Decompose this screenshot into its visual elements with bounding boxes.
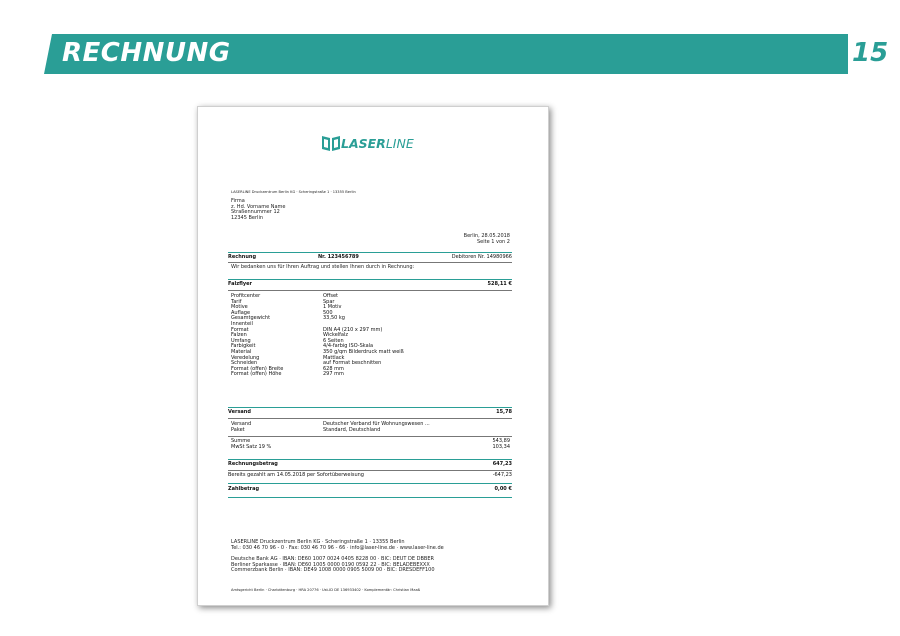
spec-label: Auflage [231,309,251,316]
divider [228,279,512,280]
spec-label: Profitcenter [231,293,261,299]
spec-value: Spar [323,298,335,305]
logo [321,132,414,154]
recipient-line: Firma [231,198,245,204]
spec-value: 350 g/qm Bilderdruck matt weiß [323,348,404,355]
footer-address: LASERLINE Druckzentrum Berlin KG · Scheringstraße 1 · 13355 Berlin [231,539,405,545]
footer-contact: Tel.: 030 46 70 96 - 0 · Fax: 030 46 70 96 - 66 · info@laser-line.de · www.laser-line.de [231,544,444,551]
thanks-text: Wir bedanken uns für Ihren Auftrag und stellen Ihnen durch in Rechnung: [231,264,415,270]
spec-label: Farbigkeit [231,343,256,350]
recipient-line: 12345 Berlin [231,214,264,221]
product-price: 528,11 € [487,281,512,287]
divider [228,483,512,484]
spec-value: 6 Seiten [323,337,344,344]
shipping-title: Versand [228,409,251,415]
logo-part-laser: LASER [341,135,386,151]
divider [228,459,512,460]
recipient-line: z. Hd. Vorname Name [231,203,286,210]
due-value: 0,00 € [494,486,512,492]
shipping-value: Deutscher Verband für Wohnungswesen ... [323,421,430,427]
spec-value: Mattlack [323,354,345,361]
invoice-document [197,106,549,606]
sum-value: 543,89 [492,438,510,444]
spec-value: 1 Motiv [323,304,342,311]
logo-part-line: LINE [385,135,414,151]
spec-value: 628 mm [323,365,344,372]
product-name: Falzflyer [228,281,252,287]
sum-label: Summe [231,438,251,444]
spec-label: Material [231,348,252,355]
page-info: Seite 1 von 2 [477,238,510,245]
total-value: 647,23 [492,461,512,467]
sum-label: MwSt Satz 19 % [231,443,272,450]
divider [228,470,512,471]
spec-value: Offset [323,293,339,299]
footer-bank: Berliner Sparkasse · IBAN: DE60 1005 0000 0190 0592 22 · BIC: BELADEBEXXX [231,561,430,568]
footer-legal: Amtsgericht Berlin · Charlottenburg · HRA 20776 · Ust-ID DE 136933402 · Komplementär: Christian Maaß [231,588,421,592]
shipping-label: Paket [231,426,245,433]
recipient-line: Straßennummer 12 [231,209,280,216]
divider [228,262,512,263]
sender-line: LASERLINE Druckzentrum Berlin KG · Scheringstraße 1 · 13355 Berlin [231,190,356,194]
book-logo-icon [321,133,341,153]
spec-label: Umfang [231,337,251,344]
spec-label: Gesamtgewicht [231,315,271,322]
shipping-price: 15,78 [496,409,512,415]
paid-label: Bereits gezahlt am 14.05.2018 per Sofortüberweisung [228,472,364,478]
spec-label: Motive [231,304,248,311]
spec-values [323,294,404,378]
spec-label: Falzen [231,332,247,339]
sum-labels [231,439,271,450]
page-number: 15 [852,38,889,68]
spec-label: Format [231,326,249,333]
total-label: Rechnungsbetrag [228,461,278,467]
footer-bank: Deutsche Bank AG · IBAN: DE60 1007 0024 0405 8228 00 · BIC: DEUT DE DBBER [231,556,434,562]
shipping-value: Standard, Deutschland [323,426,381,433]
spec-value: Wickelfalz [323,332,348,339]
invoice-number: Nr. 123456789 [318,254,359,260]
spec-value: DIN A4 (210 x 297 mm) [323,326,383,333]
spec-label: Format (offen) Breite [231,365,284,372]
customer-number: Debitoren Nr. 14980966 [451,254,512,260]
divider [228,418,512,419]
due-label: Zahlbetrag [228,486,260,492]
sum-values [493,439,511,450]
footer-bank: Commerzbank Berlin · IBAN: DE49 1008 0000 0905 5009 00 · BIC: DRESDEFF100 [231,567,435,574]
divider [228,497,512,498]
shipping-labels [231,422,251,433]
spec-label: Innenteil [231,320,253,327]
divider [228,407,512,408]
spec-label: Schneiden [231,360,258,367]
spec-label: Tarif [231,298,242,305]
page-title: RECHNUNG [62,38,231,68]
invoice-date: Berlin, 28.05.2018 [463,233,510,239]
shipping-label: Versand [231,421,252,427]
shipping-values [323,422,430,433]
spec-value: 4/4-farbig ISO-Skala [323,343,374,350]
sum-value: 103,34 [492,443,510,450]
invoice-title: Rechnung [228,254,257,260]
spec-label: Format (offen) Höhe [231,371,282,378]
logo-wordmark [341,136,414,151]
spec-label: Veredelung [231,354,260,361]
divider [228,290,512,291]
spec-value: 297 mm [323,371,344,378]
spec-value: 33,50 kg [323,315,345,322]
spec-labels [231,294,283,378]
paid-value: -647,23 [492,472,512,478]
spec-value: 500 [323,309,333,316]
divider [228,252,512,253]
spec-value: auf Format beschnitten [323,360,382,367]
divider [228,436,512,437]
